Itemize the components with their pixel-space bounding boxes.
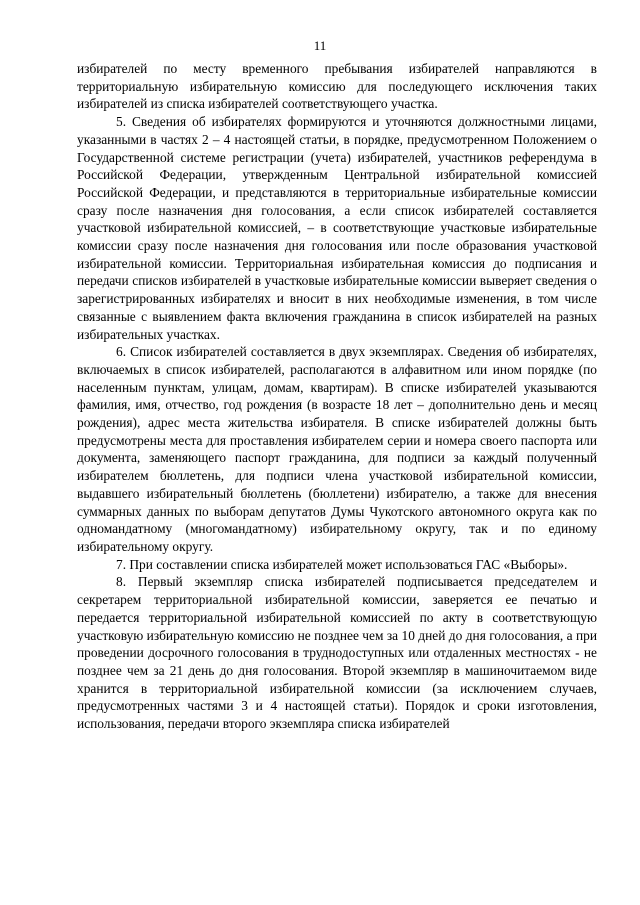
page-number: 11 — [313, 38, 327, 53]
paragraph-item-5: 5. Сведения об избирателях формируются и уточняются должностными лицами, указанными в частях 2 – 4 настоящей статьи, в порядке, предусмотренном Положением о Государственной системе регистрации (учета) избирателей, участников референдума в Российской Федерации, утвержденным Центральной избирательной комиссией Российской Федерации, и представляются в территориальные избирательные комиссии сразу после назначения дня голосования, а если список избирателей составляется участковой избирательной комиссией, – в соответствующие участковые избирательные комиссии сразу после назначения дня голосования или после образования участковой избирательной комиссии. Территориальная избирательная комиссия до подписания и передачи списков избирателей в участковые избирательные комиссии выверяет сведения о зарегистрированных избирателях и вносит в них необходимые изменения, в том числе связанные с выявлением факта включения гражданина в список избирателей на разных избирательных участках. — [77, 114, 597, 342]
paragraph-item-7: 7. При составлении списка избирателей может использоваться ГАС «Выборы». — [116, 556, 568, 572]
paragraph-item-8: 8. Первый экземпляр списка избирателей подписывается председателем и секретарем территориальной избирательной комиссии, заверяется ее печатью и передается территориальной избирательной комиссией по акту в соответствующую участковую избирательную комиссию не позднее чем за 10 дней до дня голосования, а при проведении досрочного голосования в труднодоступных или отдаленных местностях - не позднее чем за 21 день до дня голосования. Второй экземпляр в машиночитаемом виде хранится в территориальной избирательной комиссии (за исключением случаев, предусмотренных частями 3 и 4 настоящей статьи). Порядок и сроки изготовления, использования, передачи второго экземпляра списка избирателей — [77, 574, 597, 732]
document-body — [77, 60, 597, 733]
paragraph-continuation: избирателей по месту временного пребывания избирателей направляются в территориальную избирательную комиссию для последующего исключения таких избирателей из списка избирателей соответствующего участка. — [77, 61, 597, 112]
paragraph-item-6: 6. Список избирателей составляется в двух экземплярах. Сведения об избирателях, включаемых в список избирателей, располагаются в алфавитном или ином порядке (по населенным пунктам, улицам, домам, квартирам). В списке избирателей указываются фамилия, имя, отчество, год рождения (в возрасте 18 лет – дополнительно день и месяц рождения), адрес места жительства избирателя. В списке избирателей должны быть предусмотрены места для проставления избирателем серии и номера своего паспорта или документа, заменяющего паспорт гражданина, для подписи за каждый полученный избирателем бюллетень, для подписи члена участковой избирательной комиссии, выдавшего избирательный бюллетень (бюллетени) избирателю, а также для внесения суммарных данных по выборам депутатов Думы Чукотского автономного округа как по одномандатному (многомандатному) избирательному округу, так и по единому избирательному округу. — [77, 344, 597, 554]
